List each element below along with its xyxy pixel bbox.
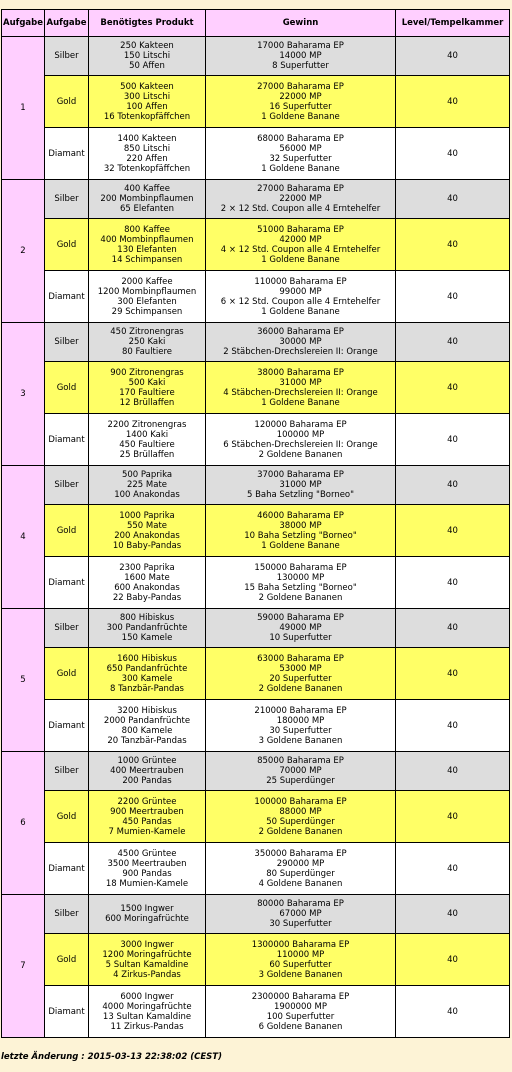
table-row [2, 362, 510, 414]
level-cell: 40 [396, 557, 510, 609]
reward-line: 6 Goldene Bananen [258, 1021, 343, 1032]
reward-line: 56000 MP [279, 143, 322, 154]
reward-line: 80 Superdünger [266, 868, 335, 879]
required-products-cell [89, 505, 206, 557]
tier-cell: Gold [45, 505, 89, 557]
product-line: 1400 Kakteen [117, 133, 177, 144]
product-line: 450 Faultiere [119, 439, 175, 450]
product-line: 1400 Kaki [125, 429, 169, 440]
required-products-cell [89, 271, 206, 323]
required-products-cell [89, 609, 206, 648]
product-line: 80 Faultiere [121, 347, 173, 357]
reward-line: 8 Superfutter [272, 61, 329, 71]
level-cell: 40 [396, 76, 510, 128]
tier-cell: Silber [45, 895, 89, 934]
product-line: 500 Kakteen [120, 81, 174, 92]
required-products-cell [89, 362, 206, 414]
reward-line: 22000 MP [279, 91, 322, 102]
reward-line: 38000 Baharama EP [257, 367, 344, 378]
reward-line: 46000 Baharama EP [257, 510, 344, 521]
product-line: 800 Hibiskus [119, 613, 175, 623]
reward-line: 1 Goldene Banane [261, 163, 340, 174]
reward-line: 110000 Baharama EP [254, 276, 347, 287]
reward-line: 2 Goldene Bananen [258, 449, 343, 460]
required-products-cell [89, 414, 206, 466]
rewards-cell [206, 362, 396, 414]
level-cell: 40 [396, 648, 510, 700]
product-line: 400 Meertrauben [110, 766, 184, 776]
product-line: 170 Faultiere [119, 387, 175, 398]
reward-line: 1 Goldene Banane [261, 540, 340, 551]
table-row [2, 791, 510, 843]
product-line: 14 Schimpansen [111, 254, 183, 265]
table-row [2, 37, 510, 76]
header-required-product: Benötigtes Produkt [89, 10, 206, 37]
table-row [2, 323, 510, 362]
product-line: 650 Pandanfrüchte [106, 663, 188, 674]
rewards-cell [206, 791, 396, 843]
product-line: 1500 Ingwer [120, 904, 174, 914]
level-cell: 40 [396, 505, 510, 557]
reward-line: 68000 Baharama EP [257, 133, 344, 144]
product-line: 3500 Meertrauben [107, 858, 187, 869]
reward-line: 100000 Baharama EP [254, 796, 347, 807]
product-line: 12 Brüllaffen [119, 397, 175, 408]
product-line: 130 Elefanten [117, 244, 177, 255]
reward-line: 14000 MP [279, 51, 322, 61]
product-line: 550 Mate [126, 520, 168, 531]
product-line: 850 Litschi [123, 143, 171, 154]
product-line: 2000 Pandanfrüchte [103, 715, 191, 726]
product-line: 225 Mate [126, 480, 168, 490]
reward-line: 36000 Baharama EP [257, 327, 344, 337]
reward-line: 2 Goldene Bananen [258, 683, 343, 694]
reward-line: 70000 MP [279, 766, 322, 776]
tier-cell: Gold [45, 362, 89, 414]
reward-line: 30 Superfutter [269, 725, 332, 736]
product-line: 18 Mumien-Kamele [105, 878, 189, 889]
product-line: 200 Anakondas [114, 530, 180, 541]
product-line: 300 Pandanfrüchte [106, 623, 188, 633]
level-cell: 40 [396, 466, 510, 505]
level-cell: 40 [396, 323, 510, 362]
table-row [2, 752, 510, 791]
product-line: 2000 Kaffee [121, 276, 173, 287]
reward-line: 25 Superdünger [266, 776, 335, 786]
table-row [2, 557, 510, 609]
required-products-cell [89, 895, 206, 934]
reward-line: 1 Goldene Banane [261, 306, 340, 317]
reward-line: 3 Goldene Bananen [258, 735, 343, 746]
reward-line: 210000 Baharama EP [254, 705, 347, 716]
task-number-cell: 6 [2, 752, 45, 895]
product-line: 800 Kaffee [124, 224, 170, 235]
reward-line: 100 Superfutter [266, 1011, 335, 1022]
product-line: 300 Kamele [121, 673, 173, 684]
reward-line: 31000 MP [279, 377, 322, 388]
rewards-cell [206, 895, 396, 934]
level-cell: 40 [396, 791, 510, 843]
rewards-cell [206, 128, 396, 180]
reward-line: 130000 MP [276, 572, 325, 583]
required-products-cell [89, 466, 206, 505]
product-line: 220 Affen [126, 153, 168, 164]
reward-line: 88000 MP [279, 806, 322, 817]
product-line: 65 Elefanten [119, 204, 175, 214]
product-line: 900 Zitronengras [110, 367, 184, 378]
rewards-cell [206, 934, 396, 986]
rewards-cell [206, 986, 396, 1038]
task-number-cell: 7 [2, 895, 45, 1038]
reward-line: 38000 MP [279, 520, 322, 531]
product-line: 1600 Mate [124, 572, 170, 583]
reward-line: 59000 Baharama EP [257, 613, 344, 623]
level-cell: 40 [396, 414, 510, 466]
tier-cell: Diamant [45, 271, 89, 323]
reward-line: 100000 MP [276, 429, 325, 440]
product-line: 200 Mombinpflaumen [100, 194, 194, 204]
table-header-row [2, 10, 510, 37]
product-line: 150 Kamele [121, 633, 173, 643]
required-products-cell [89, 557, 206, 609]
product-line: 20 Tanzbär-Pandas [107, 735, 187, 746]
reward-line: 1 Goldene Banane [261, 111, 340, 122]
product-line: 3000 Ingwer [120, 939, 174, 950]
reward-line: 99000 MP [279, 286, 322, 297]
reward-line: 37000 Baharama EP [257, 470, 344, 480]
rewards-cell [206, 557, 396, 609]
required-products-cell [89, 323, 206, 362]
reward-line: 85000 Baharama EP [257, 756, 344, 766]
table-row [2, 505, 510, 557]
reward-line: 290000 MP [276, 858, 325, 869]
rewards-cell [206, 76, 396, 128]
reward-line: 4 Goldene Bananen [258, 878, 343, 889]
reward-line: 10 Baha Setzling "Borneo" [244, 530, 357, 541]
reward-line: 3 Goldene Bananen [258, 969, 343, 980]
rewards-cell [206, 37, 396, 76]
level-cell: 40 [396, 219, 510, 271]
tier-cell: Silber [45, 752, 89, 791]
product-line: 450 Zitronengras [110, 327, 184, 337]
reward-line: 17000 Baharama EP [257, 41, 344, 51]
required-products-cell [89, 791, 206, 843]
reward-line: 31000 MP [279, 480, 322, 490]
reward-line: 51000 Baharama EP [257, 224, 344, 235]
reward-line: 80000 Baharama EP [257, 899, 344, 909]
table-row [2, 219, 510, 271]
required-products-cell [89, 934, 206, 986]
product-line: 29 Schimpansen [111, 306, 183, 317]
header-level: Level/Tempelkammer [396, 10, 510, 37]
table-row [2, 414, 510, 466]
level-cell: 40 [396, 362, 510, 414]
reward-line: 110000 MP [276, 949, 325, 960]
product-line: 4 Zirkus-Pandas [113, 969, 181, 980]
required-products-cell [89, 76, 206, 128]
reward-line: 27000 Baharama EP [257, 81, 344, 92]
rewards-cell [206, 271, 396, 323]
product-line: 500 Paprika [121, 470, 173, 480]
reward-line: 42000 MP [279, 234, 322, 245]
reward-line: 30000 MP [279, 337, 322, 347]
level-cell: 40 [396, 934, 510, 986]
level-cell: 40 [396, 752, 510, 791]
product-line: 900 Pandas [122, 868, 172, 879]
product-line: 7 Mumien-Kamele [108, 826, 186, 837]
reward-line: 1 Goldene Banane [261, 397, 340, 408]
reward-line: 53000 MP [279, 663, 322, 674]
reward-line: 1900000 MP [273, 1001, 328, 1012]
level-cell: 40 [396, 37, 510, 76]
product-line: 25 Brüllaffen [119, 449, 175, 460]
reward-line: 63000 Baharama EP [257, 653, 344, 664]
reward-line: 6 × 12 Std. Coupon alle 4 Erntehelfer [220, 296, 381, 307]
product-line: 16 Totenkopfäffchen [103, 111, 191, 122]
rewards-cell [206, 414, 396, 466]
product-line: 50 Affen [129, 61, 165, 71]
product-line: 13 Sultan Kamaldine [102, 1011, 192, 1022]
product-line: 10 Baby-Pandas [112, 540, 182, 551]
required-products-cell [89, 37, 206, 76]
product-line: 2300 Paprika [119, 562, 175, 573]
level-cell: 40 [396, 271, 510, 323]
product-line: 11 Zirkus-Pandas [110, 1021, 184, 1032]
required-products-cell [89, 648, 206, 700]
level-cell: 40 [396, 843, 510, 895]
level-cell: 40 [396, 986, 510, 1038]
required-products-cell [89, 219, 206, 271]
table-row [2, 934, 510, 986]
tier-cell: Silber [45, 180, 89, 219]
tier-cell: Gold [45, 791, 89, 843]
reward-line: 1 Goldene Banane [261, 254, 340, 265]
table-row [2, 180, 510, 219]
product-line: 2200 Grüntee [117, 796, 177, 807]
reward-line: 60 Superfutter [269, 959, 332, 970]
reward-line: 30 Superfutter [269, 919, 332, 929]
reward-line: 2 Goldene Bananen [258, 592, 343, 603]
table-row [2, 895, 510, 934]
tier-cell: Silber [45, 37, 89, 76]
required-products-cell [89, 752, 206, 791]
product-line: 3200 Hibiskus [117, 705, 177, 716]
rewards-cell [206, 648, 396, 700]
product-line: 1000 Grüntee [117, 756, 177, 766]
level-cell: 40 [396, 609, 510, 648]
header-reward: Gewinn [206, 10, 396, 37]
rewards-cell [206, 700, 396, 752]
tier-cell: Diamant [45, 986, 89, 1038]
tier-cell: Diamant [45, 414, 89, 466]
rewards-cell [206, 180, 396, 219]
product-line: 900 Meertrauben [110, 806, 184, 817]
reward-line: 2 × 12 Std. Coupon alle 4 Erntehelfer [220, 204, 381, 214]
task-number-cell: 1 [2, 37, 45, 180]
reward-line: 6 Stäbchen-Drechslereien II: Orange [223, 439, 378, 450]
product-line: 800 Kamele [121, 725, 173, 736]
product-line: 5 Sultan Kamaldine [105, 959, 189, 970]
product-line: 100 Affen [126, 101, 168, 112]
product-line: 100 Anakondas [114, 490, 180, 500]
rewards-cell [206, 843, 396, 895]
header-aufgabe-tier: Aufgabe [45, 10, 89, 37]
product-line: 4500 Grüntee [117, 848, 177, 859]
level-cell: 40 [396, 895, 510, 934]
reward-line: 150000 Baharama EP [254, 562, 347, 573]
tier-cell: Gold [45, 648, 89, 700]
table-body [2, 37, 510, 1038]
tier-cell: Silber [45, 323, 89, 362]
required-products-cell [89, 128, 206, 180]
rewards-cell [206, 505, 396, 557]
required-products-cell [89, 843, 206, 895]
reward-line: 49000 MP [279, 623, 322, 633]
reward-line: 22000 MP [279, 194, 322, 204]
product-line: 150 Litschi [123, 51, 171, 61]
product-line: 250 Kaki [128, 337, 166, 347]
rewards-cell [206, 323, 396, 362]
table-row [2, 648, 510, 700]
product-line: 4000 Moringafrüchte [102, 1001, 192, 1012]
product-line: 600 Anakondas [114, 582, 180, 593]
tier-cell: Diamant [45, 128, 89, 180]
product-line: 1200 Mombinpflaumen [97, 286, 197, 297]
reward-line: 120000 Baharama EP [254, 419, 347, 430]
product-line: 1200 Moringafrüchte [102, 949, 192, 960]
product-line: 2200 Zitronengras [107, 419, 187, 430]
reward-line: 4 Stäbchen-Drechslereien II: Orange [223, 387, 378, 398]
table-row [2, 76, 510, 128]
reward-line: 2300000 Baharama EP [251, 991, 350, 1002]
required-products-cell [89, 986, 206, 1038]
reward-line: 32 Superfutter [269, 153, 332, 164]
rewards-cell [206, 752, 396, 791]
product-line: 300 Elefanten [117, 296, 177, 307]
level-cell: 40 [396, 180, 510, 219]
header-aufgabe-number: Aufgabe [2, 10, 45, 37]
product-line: 200 Pandas [122, 776, 172, 786]
task-number-cell: 2 [2, 180, 45, 323]
product-line: 400 Kaffee [124, 184, 170, 194]
tier-cell: Diamant [45, 700, 89, 752]
reward-line: 67000 MP [279, 909, 322, 919]
rewards-cell [206, 219, 396, 271]
reward-line: 16 Superfutter [269, 101, 332, 112]
table-row [2, 271, 510, 323]
product-line: 450 Pandas [122, 816, 172, 827]
product-line: 1600 Hibiskus [117, 653, 177, 664]
reward-line: 27000 Baharama EP [257, 184, 344, 194]
tier-cell: Silber [45, 466, 89, 505]
product-line: 22 Baby-Pandas [112, 592, 182, 603]
reward-line: 20 Superfutter [269, 673, 332, 684]
product-line: 1000 Paprika [119, 510, 175, 521]
tier-cell: Gold [45, 934, 89, 986]
table-row [2, 466, 510, 505]
product-line: 600 Moringafrüchte [105, 914, 189, 924]
reward-line: 350000 Baharama EP [254, 848, 347, 859]
tier-cell: Gold [45, 76, 89, 128]
reward-line: 4 × 12 Std. Coupon alle 4 Erntehelfer [220, 244, 381, 255]
product-line: 32 Totenkopfäffchen [103, 163, 191, 174]
level-cell: 40 [396, 700, 510, 752]
task-number-cell: 5 [2, 609, 45, 752]
reward-line: 2 Stäbchen-Drechslereien II: Orange [223, 347, 378, 357]
task-number-cell: 4 [2, 466, 45, 609]
reward-line: 180000 MP [276, 715, 325, 726]
quest-table [1, 9, 510, 1038]
tier-cell: Diamant [45, 557, 89, 609]
product-line: 6000 Ingwer [120, 991, 174, 1002]
product-line: 250 Kakteen [120, 41, 174, 51]
reward-line: 50 Superdünger [266, 816, 335, 827]
table-row [2, 700, 510, 752]
tier-cell: Silber [45, 609, 89, 648]
product-line: 500 Kaki [128, 377, 166, 388]
product-line: 400 Mombinpflaumen [100, 234, 194, 245]
required-products-cell [89, 180, 206, 219]
table-row [2, 843, 510, 895]
reward-line: 2 Goldene Bananen [258, 826, 343, 837]
table-row [2, 609, 510, 648]
table-row [2, 128, 510, 180]
rewards-cell [206, 466, 396, 505]
reward-line: 15 Baha Setzling "Borneo" [244, 582, 357, 593]
product-line: 300 Litschi [123, 91, 171, 102]
level-cell: 40 [396, 128, 510, 180]
reward-line: 1300000 Baharama EP [251, 939, 350, 950]
task-number-cell: 3 [2, 323, 45, 466]
tier-cell: Diamant [45, 843, 89, 895]
last-modified-note: letzte Änderung : 2015-03-13 22:38:02 (CEST) [1, 1052, 222, 1062]
rewards-cell [206, 609, 396, 648]
tier-cell: Gold [45, 219, 89, 271]
reward-line: 5 Baha Setzling "Borneo" [246, 490, 355, 500]
reward-line: 10 Superfutter [269, 633, 332, 643]
table-row [2, 986, 510, 1038]
product-line: 8 Tanzbär-Pandas [110, 683, 184, 694]
required-products-cell [89, 700, 206, 752]
